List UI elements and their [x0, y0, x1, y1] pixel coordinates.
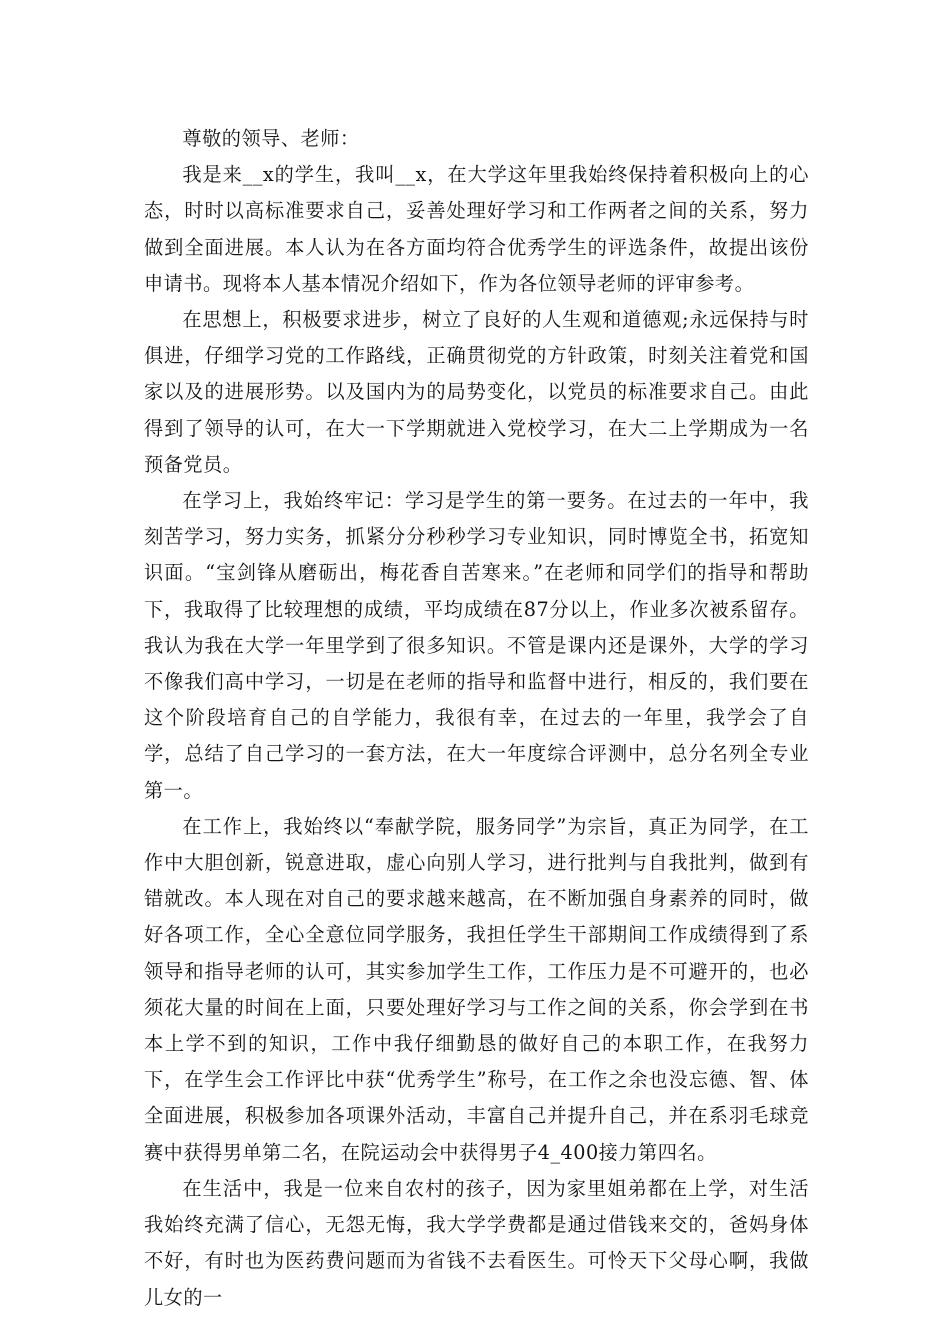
salutation: 尊敬的领导、老师：: [182, 127, 360, 150]
paragraph-introduction: 我是来__x的学生，我叫__x，在大学这年里我始终保持着积极向上的心态，时时以高标准要求自己，妥善处理好学习和工作两者之间的关系，努力做到全面进展。本人认为在各方面均符合优秀学生的评选条件，故提出该份申请书。现将本人基本情况介绍如下，作为各位领导老师的评审参考。: [144, 163, 809, 295]
paragraph-life: 在生活中，我是一位来自农村的孩子，因为家里姐弟都在上学，对生活我始终充满了信心，无怨无悔，我大学学费都是通过借钱来交的，爸妈身体不好，有时也为医药费问题而为省钱不去看医生。可怜天下父母心啊，我做儿女的一: [144, 1176, 809, 1309]
paragraph-ideology: 在思想上，积极要求进步，树立了良好的人生观和道德观;永远保持与时俱进，仔细学习党的工作路线，正确贯彻党的方针政策，时刻关注着党和国家以及的进展形势。以及国内为的局势变化，以党员的标准要求自己。由此得到了领导的认可，在大一下学期就进入党校学习，在大二上学期成为一名预备党员。: [144, 308, 809, 476]
paragraph-work: 在工作上，我始终以“奉献学院，服务同学”为宗旨，真正为同学，在工作中大胆创新，锐意进取，虚心向别人学习，进行批判与自我批判，做到有错就改。本人现在对自己的要求越来越高，在不断加强自身素养的同时，做好各项工作，全心全意位同学服务，我担任学生干部期间工作成绩得到了系领导和指导老师的认可，其实参加学生工作，工作压力是不可避开的，也必须花大量的时间在上面，只要处理好学习与工作之间的关系，你会学到在书本上学不到的知识，工作中我仔细勤恳的做好自己的本职工作，在我努力下，在学生会工作评比中获“优秀学生”称号，在工作之余也没忘德、智、体全面进展，积极参加各项课外活动，丰富自己并提升自己，并在系羽毛球竞赛中获得男单第二名，在院运动会中获得男子4_400接力第四名。: [144, 814, 809, 1164]
paragraph-study: 在学习上，我始终牢记：学习是学生的第一要务。在过去的一年中，我刻苦学习，努力实务，抓紧分分秒秒学习专业知识，同时博览全书，拓宽知识面。“宝剑锋从磨砺出，梅花香自苦寒来。”在老师和同学们的指导和帮助下，我取得了比较理想的成绩，平均成绩在87分以上，作业多次被系留存。我认为我在大学一年里学到了很多知识。不管是课内还是课外，大学的学习不像我们高中学习，一切是在老师的指导和监督中进行，相反的，我们要在这个阶段培育自己的自学能力，我很有幸，在过去的一年里，我学会了自学，总结了自己学习的一套方法，在大一年度综合评测中，总分名列全专业第一。: [144, 489, 809, 802]
letter-body: [144, 121, 809, 1316]
